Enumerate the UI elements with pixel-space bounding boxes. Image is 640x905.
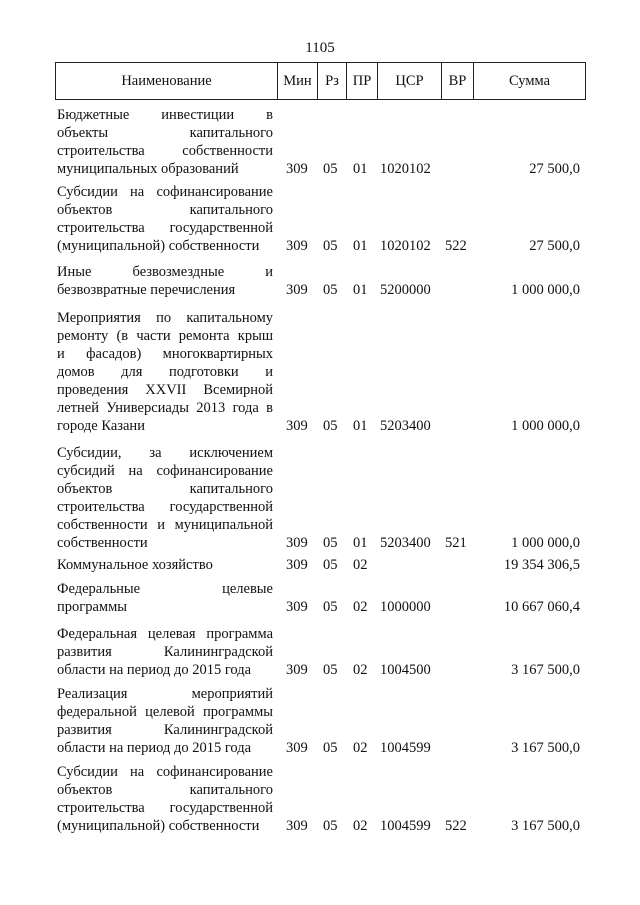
row-min: 309 [286, 535, 308, 551]
row-sum: 3 167 500,0 [511, 818, 580, 834]
row-name [57, 685, 273, 757]
table-row [55, 625, 586, 679]
row-vr: 522 [445, 818, 467, 834]
row-min: 309 [286, 282, 308, 298]
row-name [57, 625, 273, 679]
row-name-line: Субсидии на софинансирование [57, 184, 273, 200]
row-name [57, 580, 273, 616]
row-vr: 521 [445, 535, 467, 551]
row-name-line: летней Универсиады 2013 года в [57, 400, 273, 416]
row-min: 309 [286, 557, 308, 573]
row-pr: 01 [353, 161, 368, 177]
row-name-line: проведения XXVII Всемирной [57, 382, 273, 398]
row-name [57, 444, 273, 552]
row-name-line: субсидий на софинансирование [57, 463, 273, 479]
row-csr: 1020102 [380, 161, 431, 177]
row-min: 309 [286, 418, 308, 434]
row-sum: 1 000 000,0 [511, 418, 580, 434]
row-name-line: Субсидии, за исключением [57, 445, 273, 461]
header-sum: Сумма [508, 73, 551, 89]
row-csr: 1020102 [380, 238, 431, 254]
table-row [55, 556, 586, 574]
row-name-line: городе Казани [57, 418, 145, 434]
row-name-line: объектов капитального [57, 481, 273, 497]
row-rz: 05 [323, 418, 338, 434]
row-name-line: строительства государственной [57, 220, 273, 236]
row-sum: 1 000 000,0 [511, 535, 580, 551]
row-sum: 27 500,0 [529, 238, 580, 254]
table-row [55, 106, 586, 178]
row-vr: 522 [445, 238, 467, 254]
row-pr: 01 [353, 282, 368, 298]
row-name [57, 183, 273, 255]
header-pr: ПР [347, 63, 378, 99]
table-row [55, 183, 586, 255]
row-name-line: (муниципальной) собственности [57, 818, 260, 834]
row-name-line: строительства собственности [57, 143, 273, 159]
row-pr: 02 [353, 740, 368, 756]
row-name-line: домов для подготовки и [57, 364, 273, 380]
row-name-line: Иные безвозмездные и [57, 264, 273, 280]
row-min: 309 [286, 599, 308, 615]
row-min: 309 [286, 161, 308, 177]
row-rz: 05 [323, 662, 338, 678]
row-name-line: строительства государственной [57, 499, 273, 515]
page-number: 1105 [305, 40, 335, 56]
row-rz: 05 [323, 818, 338, 834]
table-row [55, 580, 586, 616]
row-pr: 02 [353, 557, 368, 573]
row-name-line: муниципальных образований [57, 161, 239, 177]
row-name [57, 556, 273, 574]
row-name-line: развития Калининградской [57, 722, 273, 738]
row-name-line: Реализация мероприятий [57, 686, 273, 702]
header-name: Наименование [56, 63, 278, 99]
row-name-line: и фасадов) многоквартирных [57, 346, 273, 362]
row-rz: 05 [323, 535, 338, 551]
row-sum: 1 000 000,0 [511, 282, 580, 298]
row-sum: 27 500,0 [529, 161, 580, 177]
header-rz: Рз [318, 63, 347, 99]
row-name-line: Федеральная целевая программа [57, 626, 273, 642]
row-name-line: безвозвратные перечисления [57, 282, 236, 298]
row-csr: 5203400 [380, 418, 431, 434]
row-pr: 01 [353, 535, 368, 551]
row-csr: 5203400 [380, 535, 431, 551]
row-sum: 3 167 500,0 [511, 740, 580, 756]
row-name [57, 263, 273, 299]
row-name-line: объектов капитального [57, 202, 273, 218]
row-pr: 01 [353, 418, 368, 434]
row-csr: 1004500 [380, 662, 431, 678]
row-name-line: развития Калининградской [57, 644, 273, 660]
row-name-line: области на период до 2015 года [57, 740, 252, 756]
row-pr: 02 [353, 818, 368, 834]
row-name [57, 309, 273, 435]
table-row [55, 444, 586, 552]
row-name-line: собственности и муниципальной [57, 517, 273, 533]
row-sum: 3 167 500,0 [511, 662, 580, 678]
row-name-line: Бюджетные инвестиции в [57, 107, 273, 123]
row-rz: 05 [323, 740, 338, 756]
row-name-line: собственности [57, 535, 148, 551]
row-name-line: Федеральные целевые [57, 581, 273, 597]
row-min: 309 [286, 238, 308, 254]
table-row [55, 685, 586, 757]
row-name-line: строительства государственной [57, 800, 273, 816]
table-row [55, 309, 586, 435]
row-min: 309 [286, 740, 308, 756]
row-rz: 05 [323, 238, 338, 254]
row-min: 309 [286, 818, 308, 834]
row-name-line: (муниципальной) собственности [57, 238, 260, 254]
row-name-line: федеральной целевой программы [57, 704, 273, 720]
row-name-line: области на период до 2015 года [57, 662, 252, 678]
row-csr: 1004599 [380, 740, 431, 756]
row-name [57, 763, 273, 835]
row-name [57, 106, 273, 178]
row-name-line: объектов капитального [57, 782, 273, 798]
row-name-line: программы [57, 599, 127, 615]
header-csr: ЦСР [378, 63, 442, 99]
row-csr: 1000000 [380, 599, 431, 615]
table-header [55, 62, 586, 100]
row-sum: 10 667 060,4 [503, 599, 580, 615]
row-rz: 05 [323, 557, 338, 573]
row-sum: 19 354 306,5 [503, 557, 580, 573]
row-min: 309 [286, 662, 308, 678]
row-name-line: объекты капитального [57, 125, 273, 141]
row-rz: 05 [323, 282, 338, 298]
row-name-line: Мероприятия по капитальному [57, 310, 273, 326]
row-pr: 02 [353, 662, 368, 678]
row-csr: 5200000 [380, 282, 431, 298]
row-rz: 05 [323, 599, 338, 615]
row-csr: 1004599 [380, 818, 431, 834]
row-name-line: ремонту (в части ремонта крыш [57, 328, 273, 344]
row-pr: 01 [353, 238, 368, 254]
header-vr: ВР [442, 63, 474, 99]
table-row [55, 763, 586, 835]
table-row [55, 263, 586, 299]
row-name-line: Коммунальное хозяйство [57, 557, 213, 573]
header-min: Мин [278, 63, 318, 99]
row-name-line: Субсидии на софинансирование [57, 764, 273, 780]
row-rz: 05 [323, 161, 338, 177]
row-pr: 02 [353, 599, 368, 615]
